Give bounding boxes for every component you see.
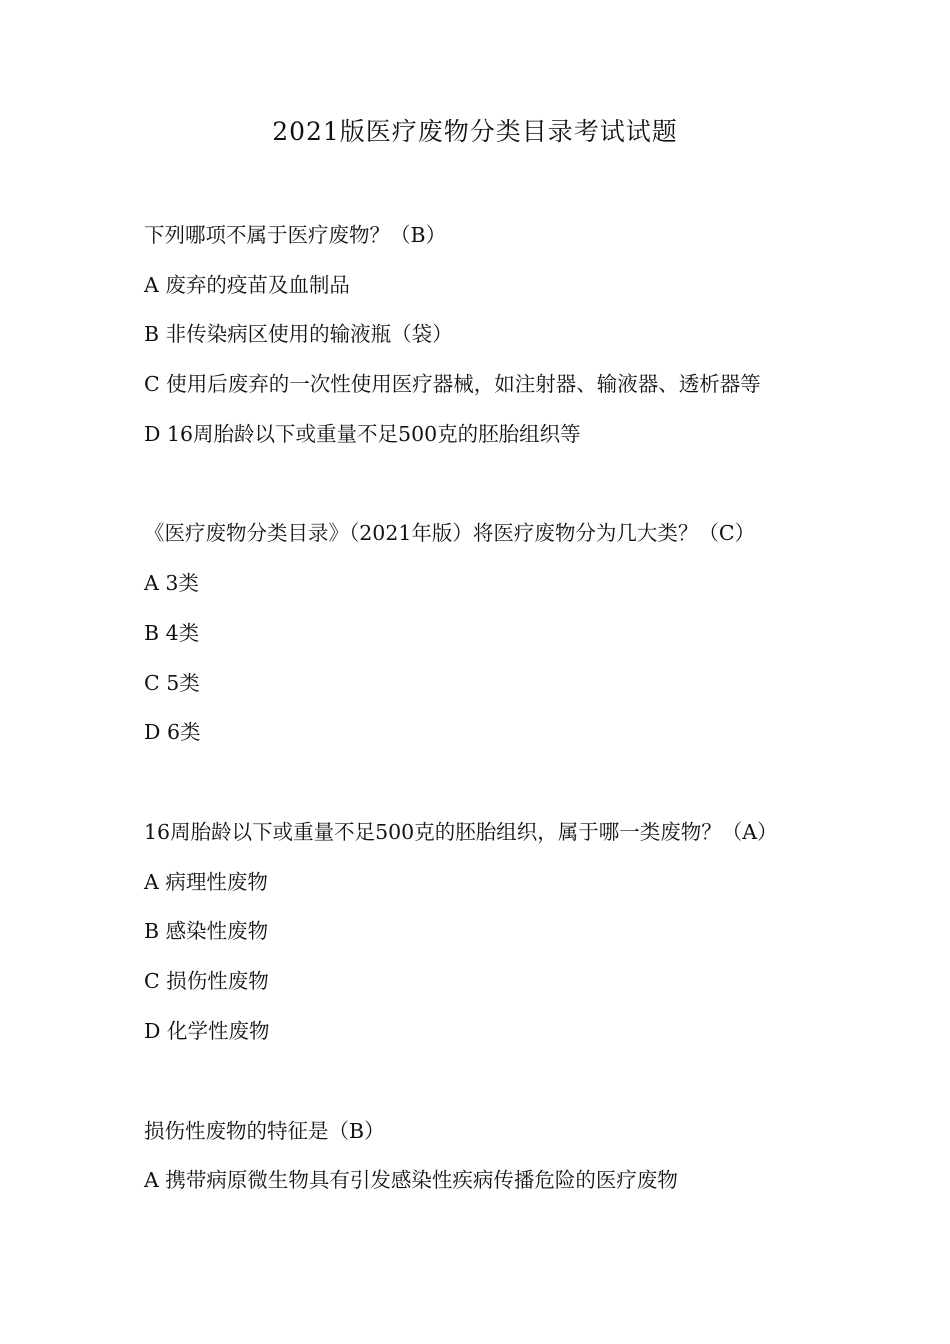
question-3-stem: 16周胎龄以下或重量不足500克的胚胎组织，属于哪一类废物？（A） (144, 820, 778, 844)
question-1-stem: 下列哪项不属于医疗废物？（B） (144, 223, 447, 247)
question-3-option-b: B 感染性废物 (144, 919, 269, 943)
question-2-option-c: C 5类 (144, 671, 200, 695)
question-2-option-a: A 3类 (144, 571, 199, 595)
question-3-option-c: C 损伤性废物 (144, 969, 269, 993)
question-1-option-b: B 非传染病区使用的输液瓶（袋） (144, 322, 453, 346)
document-title: 2021版医疗废物分类目录考试试题 (272, 117, 678, 146)
question-1-option-d: D 16周胎龄以下或重量不足500克的胚胎组织等 (144, 422, 581, 446)
question-2-option-b: B 4类 (144, 621, 200, 645)
question-1-option-a: A 废弃的疫苗及血制品 (144, 273, 350, 297)
question-4-stem: 损伤性废物的特征是（B） (144, 1119, 385, 1143)
question-1-option-c: C 使用后废弃的一次性使用医疗器械，如注射器、输液器、透析器等 (144, 372, 761, 396)
question-3-option-d: D 化学性废物 (144, 1019, 270, 1043)
question-3-option-a: A 病理性废物 (144, 870, 268, 894)
question-4-option-a: A 携带病原微生物具有引发感染性疾病传播危险的医疗废物 (144, 1168, 678, 1192)
question-2-option-d: D 6类 (144, 720, 201, 744)
question-2-stem: 《医疗废物分类目录》（2021年版）将医疗废物分为几大类？（C） (144, 521, 756, 545)
